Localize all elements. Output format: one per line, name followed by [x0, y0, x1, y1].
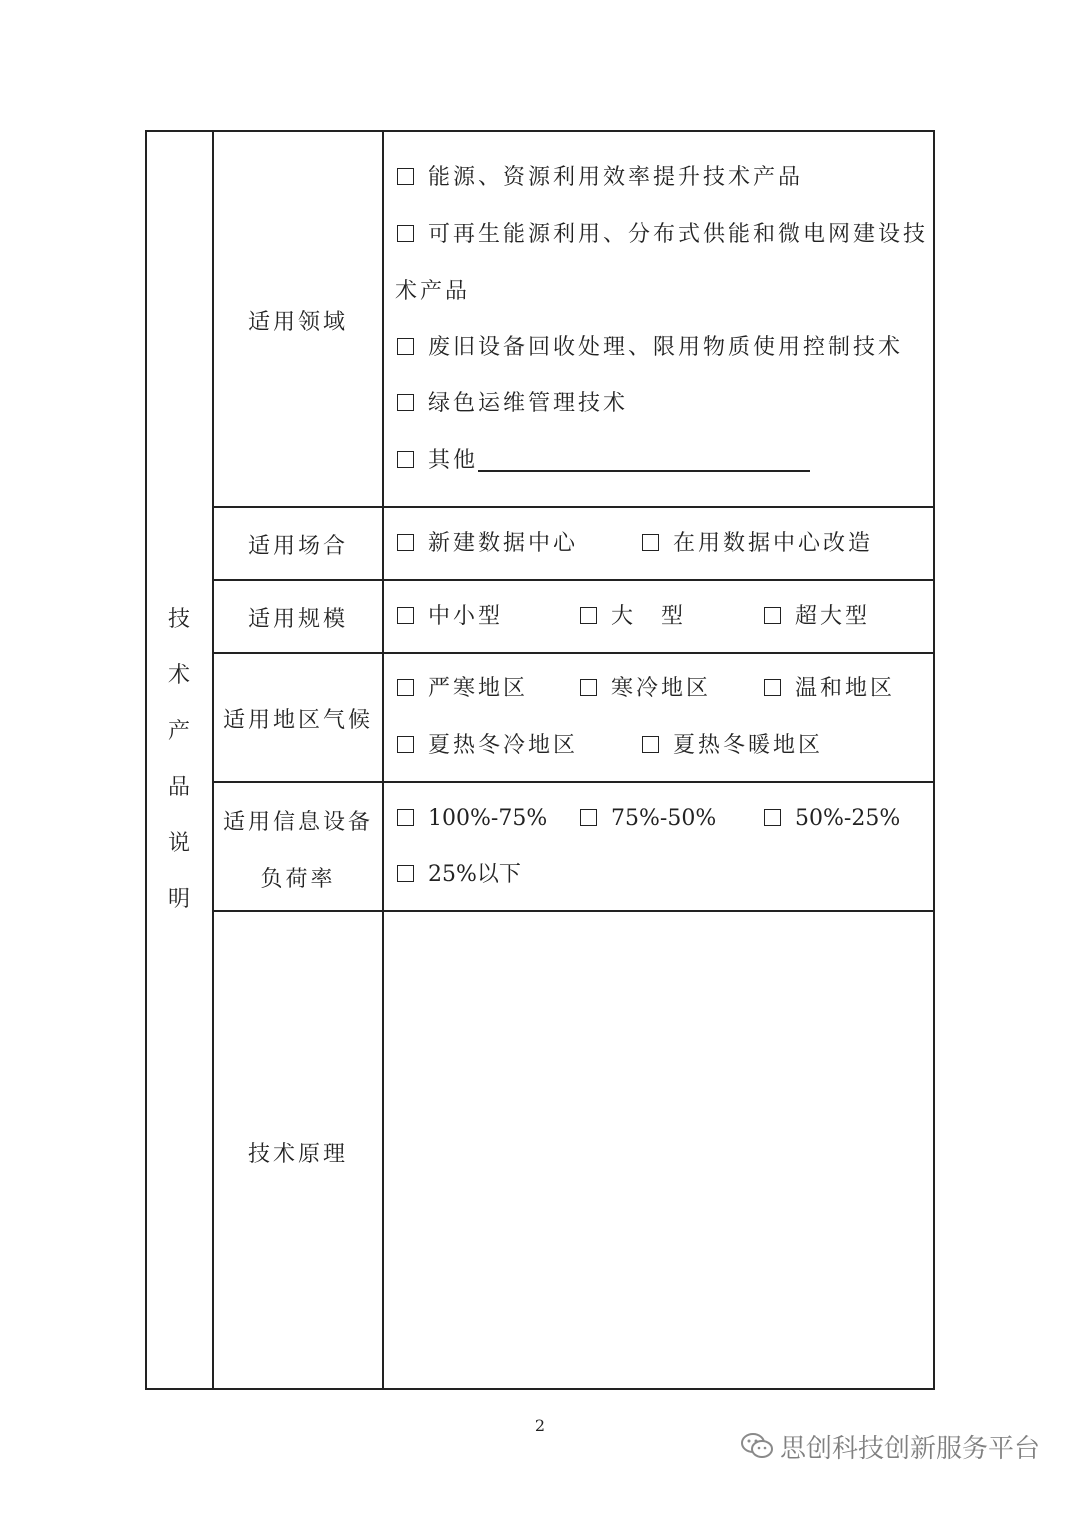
scale-label: 适用规模: [247, 607, 348, 632]
domain-label: 适用领域: [247, 310, 348, 335]
climate-option-text: 严寒地区: [428, 676, 529, 701]
section-char: 产: [167, 719, 190, 744]
climate-option[interactable]: [580, 675, 711, 703]
checkbox-icon[interactable]: [397, 225, 414, 242]
load-label-line1: 适用信息设备: [222, 810, 373, 835]
checkbox-icon[interactable]: [397, 451, 414, 468]
scale-option-text: 中小型: [428, 604, 504, 629]
row-divider-3: [212, 652, 935, 654]
section-char: 说: [167, 831, 190, 856]
table-right-border: [933, 130, 935, 1388]
occasion-option-text: 新建数据中心: [428, 531, 579, 556]
checkbox-icon[interactable]: [397, 607, 414, 624]
section-char: 品: [167, 775, 190, 800]
occasion-option[interactable]: [397, 530, 578, 558]
domain-option-text: 绿色运维管理技术: [428, 391, 629, 416]
section-char: 术: [167, 663, 190, 688]
wechat-icon: [740, 1432, 774, 1467]
row-divider-1: [212, 506, 935, 508]
checkbox-icon[interactable]: [580, 809, 597, 826]
occasion-option-text: 在用数据中心改造: [673, 531, 874, 556]
load-option[interactable]: [764, 805, 900, 833]
climate-option[interactable]: [642, 732, 823, 760]
load-option-text: 75%-50%: [611, 806, 717, 831]
load-option-text: 100%-75%: [428, 806, 548, 831]
checkbox-icon[interactable]: [397, 736, 414, 753]
domain-option-text: 可再生能源利用、分布式供能和微电网建设技: [428, 222, 929, 247]
watermark: [740, 1428, 1040, 1467]
domain-option-continuation: [395, 278, 470, 306]
scale-option-text: 超大型: [795, 604, 871, 629]
load-option-text: 50%-25%: [795, 806, 901, 831]
climate-option-text: 夏热冬暖地区: [673, 733, 824, 758]
checkbox-icon[interactable]: [397, 394, 414, 411]
domain-option-text: 术产品: [395, 279, 471, 304]
watermark-text: 思创科技创新服务平台: [780, 1434, 1041, 1464]
checkbox-icon[interactable]: [397, 809, 414, 826]
occasion-label: 适用场合: [247, 534, 348, 559]
other-fill-line[interactable]: [478, 470, 810, 472]
page-number: 2: [534, 1416, 546, 1435]
climate-option[interactable]: [397, 732, 578, 760]
domain-option[interactable]: [397, 221, 928, 249]
principle-label: 技术原理: [247, 1142, 348, 1167]
domain-option-text: 能源、资源利用效率提升技术产品: [428, 165, 804, 190]
load-option[interactable]: [397, 861, 521, 889]
occasion-option[interactable]: [642, 530, 873, 558]
load-option[interactable]: [580, 805, 716, 833]
climate-option-text: 寒冷地区: [611, 676, 712, 701]
section-char: 技: [167, 607, 190, 632]
climate-option[interactable]: [764, 675, 895, 703]
section-char: 明: [167, 887, 190, 912]
checkbox-icon[interactable]: [580, 607, 597, 624]
table-left-border: [145, 130, 147, 1388]
checkbox-icon[interactable]: [642, 534, 659, 551]
checkbox-icon[interactable]: [764, 607, 781, 624]
load-label-line2: 负荷率: [260, 867, 336, 892]
checkbox-icon[interactable]: [397, 679, 414, 696]
table-top-border: [145, 130, 935, 132]
domain-option[interactable]: [397, 334, 903, 362]
row-divider-2: [212, 579, 935, 581]
checkbox-icon[interactable]: [580, 679, 597, 696]
checkbox-icon[interactable]: [397, 168, 414, 185]
section-label-vertical: [160, 592, 198, 928]
checkbox-icon[interactable]: [764, 809, 781, 826]
domain-option[interactable]: [397, 390, 628, 418]
climate-option-text: 夏热冬冷地区: [428, 733, 579, 758]
climate-option[interactable]: [397, 675, 528, 703]
climate-option-text: 温和地区: [795, 676, 896, 701]
load-option-text: 25%以下: [428, 862, 521, 887]
domain-option-other[interactable]: [397, 447, 478, 475]
checkbox-icon[interactable]: [642, 736, 659, 753]
scale-option[interactable]: [397, 603, 503, 631]
table-bottom-border: [145, 1388, 935, 1390]
domain-option[interactable]: [397, 164, 803, 192]
checkbox-icon[interactable]: [397, 865, 414, 882]
checkbox-icon[interactable]: [397, 534, 414, 551]
scale-option-text: 大 型: [611, 604, 687, 629]
principle-content-area[interactable]: [384, 912, 933, 1388]
scale-option[interactable]: [580, 603, 686, 631]
domain-option-text: 其他: [428, 448, 479, 473]
row-divider-4: [212, 781, 935, 783]
climate-label: 适用地区气候: [222, 708, 373, 733]
load-option[interactable]: [397, 805, 547, 833]
scale-option[interactable]: [764, 603, 870, 631]
checkbox-icon[interactable]: [397, 338, 414, 355]
domain-option-text: 废旧设备回收处理、限用物质使用控制技术: [428, 335, 904, 360]
checkbox-icon[interactable]: [764, 679, 781, 696]
